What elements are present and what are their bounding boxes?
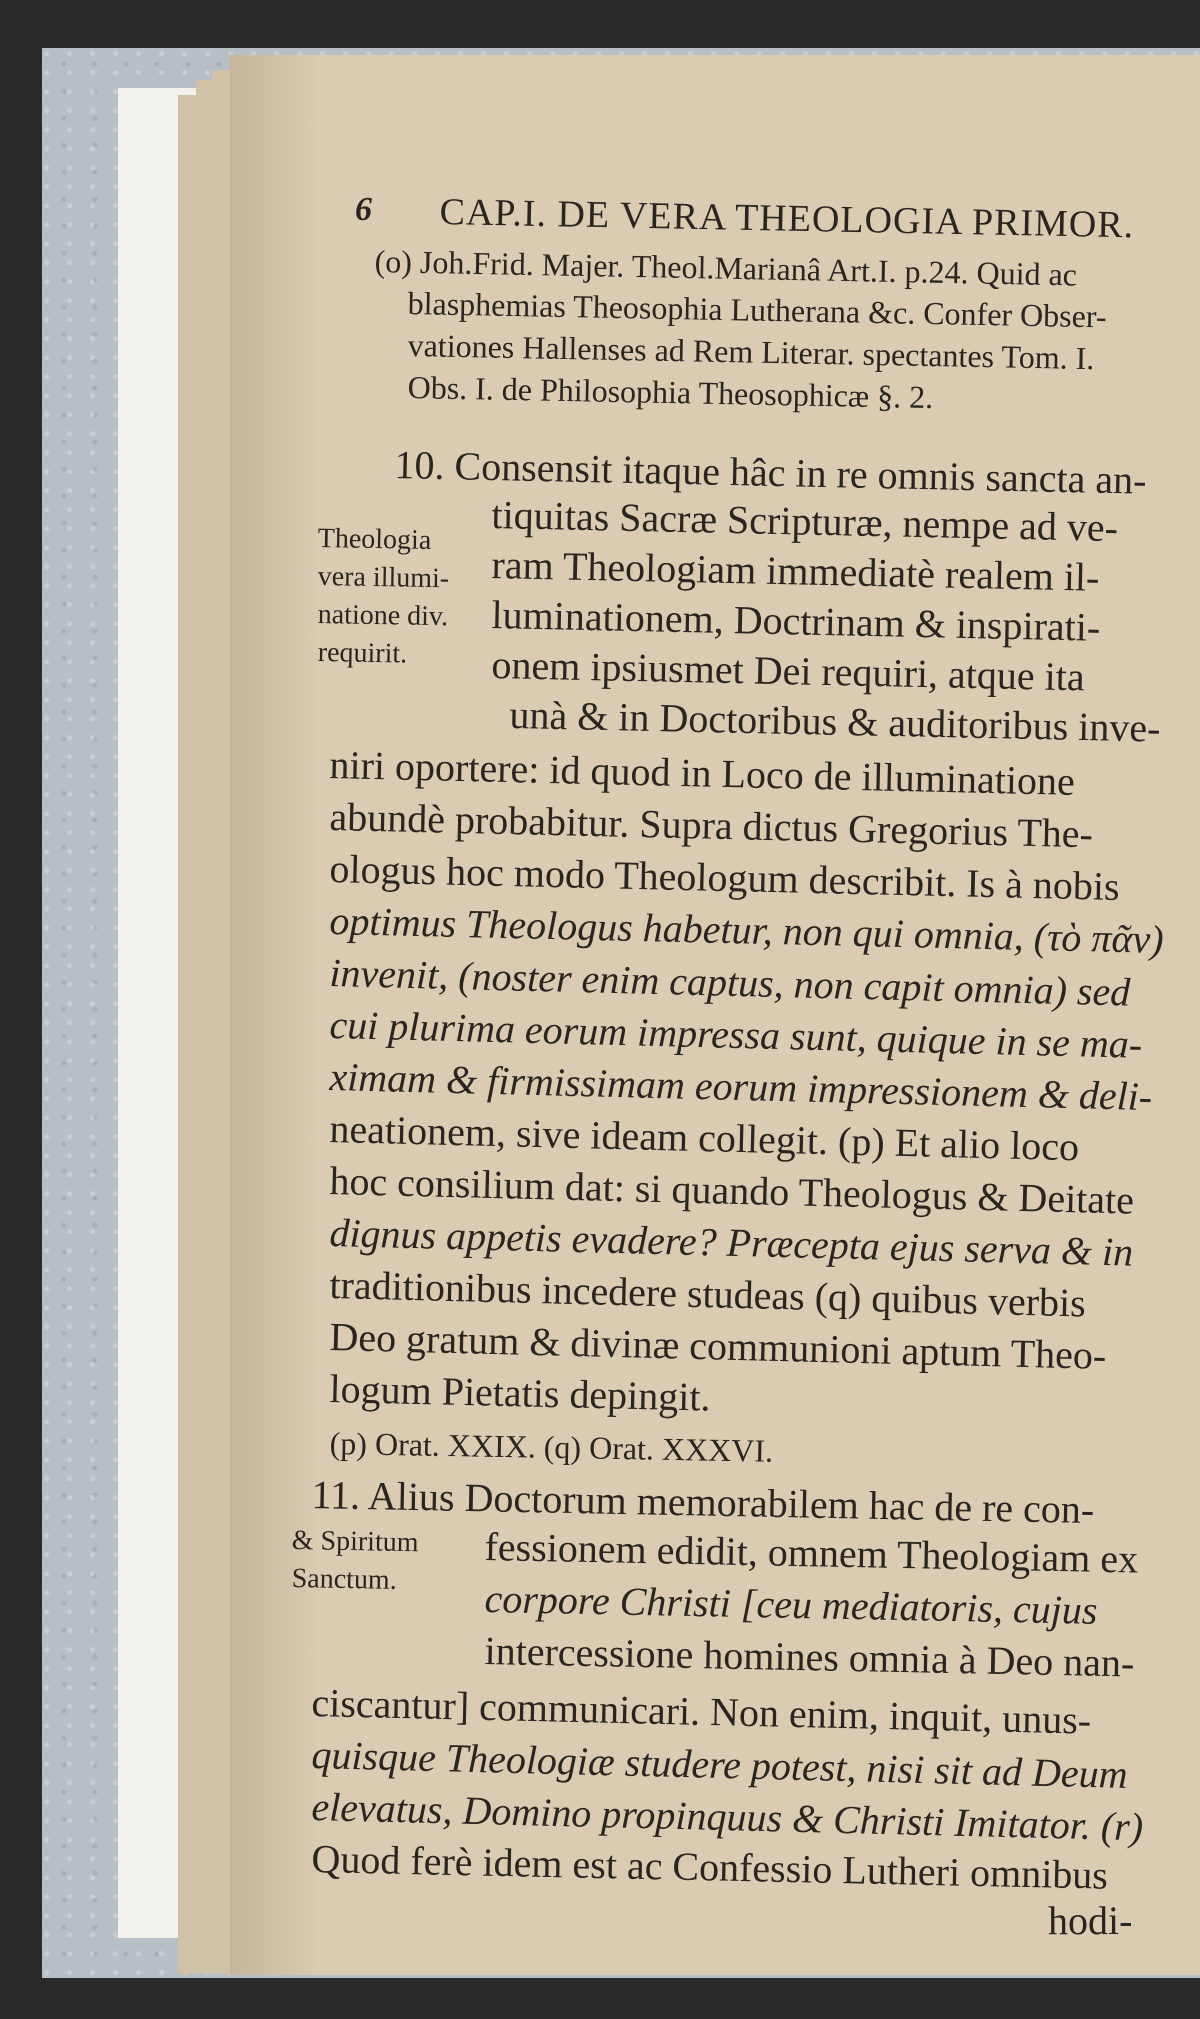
margin-note-line: natione div. (317, 599, 449, 633)
margin-note-line: requirit. (317, 637, 408, 670)
footnote-line: (o) Joh.Frid. Majer. Theol.Marianâ Art.I. p.24. Quid ac (374, 243, 1078, 293)
body-line: niri oportere: id quod in Loco de illuminatione (329, 742, 1076, 804)
body-line: onem ipsiusmet Dei requiri, atque ita (491, 642, 1086, 700)
body-line: elevatus, Domino propinquus & Christi Imitator. (r) (310, 1784, 1144, 1850)
body-line: 11. Alius Doctorum memorabilem hac de re con- (311, 1472, 1095, 1533)
body-line: 10. Consensit itaque hâc in re omnis sancta an- (394, 442, 1147, 503)
body-line: traditionibus incedere studeas (q) quibus verbis (328, 1262, 1087, 1326)
body-line: invenit, (noster enim captus, non capit omnia) sed (328, 950, 1131, 1015)
margin-note-line: Sanctum. (291, 1563, 398, 1596)
body-line: Quod ferè idem est ac Confessio Lutheri omnibus (311, 1836, 1109, 1898)
margin-note-line: & Spiritum (291, 1525, 419, 1559)
margin-note-line: Theologia (317, 523, 432, 556)
body-line: tiquitas Sacræ Scripturæ, nempe ad ve- (491, 492, 1119, 551)
body-line: optimus Theologus habetur, non qui omnia, (τὸ πᾶν) (329, 898, 1165, 962)
body-line: luminationem, Doctrinam & inspirati- (491, 592, 1101, 650)
body-line: neationem, sive ideam collegit. (p) Et alio loco (328, 1106, 1080, 1170)
body-line: unà & in Doctoribus & auditoribus inve- (509, 692, 1161, 751)
catchword: hodi- (1048, 1898, 1133, 1943)
body-line: ximam & firmissimam eorum impressionem & deli- (328, 1054, 1153, 1120)
body-line: ram Theologiam immediatè realem il- (491, 542, 1100, 600)
body-line: cui plurima eorum impressa sunt, quique in se ma- (328, 1002, 1143, 1067)
body-line: ologus hoc modo Theologum describit. Is à nobis (329, 846, 1121, 909)
body-line: quisque Theologiæ studere potest, nisi sit ad Deum (310, 1732, 1129, 1797)
book-page (230, 55, 1200, 1975)
margin-note-line: vera illumi- (317, 561, 450, 595)
body-line: corpore Christi [ceu mediatoris, cujus (484, 1576, 1098, 1633)
body-line: logum Pietatis depingit. (329, 1366, 712, 1420)
body-line: intercessione homines omnia à Deo nan- (484, 1628, 1135, 1686)
body-line: Deo gratum & divinæ communioni aptum Theo- (328, 1314, 1107, 1378)
body-line: abundè probabitur. Supra dictus Gregorius The- (329, 794, 1094, 857)
body-line: fessionem edidit, omnem Theologiam ex (484, 1524, 1139, 1582)
body-line: ciscantur] communicari. Non enim, inquit, unus- (311, 1680, 1092, 1743)
footnote-line: (p) Orat. XXIX. (q) Orat. XXXVI. (329, 1425, 774, 1469)
footnote-line: Obs. I. de Philosophia Theosophicæ §. 2. (407, 369, 934, 416)
footnote-line: vationes Hallenses ad Rem Literar. spectantes Tom. I. (407, 327, 1095, 377)
page-number: 6 (355, 191, 372, 228)
body-line: hoc consilium dat: si quando Theologus & Deitate (328, 1158, 1135, 1223)
footnote-line: blasphemias Theosophia Lutherana &c. Confer Obser- (407, 285, 1107, 335)
running-head: CAP.I. DE VERA THEOLOGIA PRIMOR. (439, 191, 1135, 247)
body-line: dignus appetis evadere? Præcepta ejus serva & in (328, 1210, 1134, 1275)
